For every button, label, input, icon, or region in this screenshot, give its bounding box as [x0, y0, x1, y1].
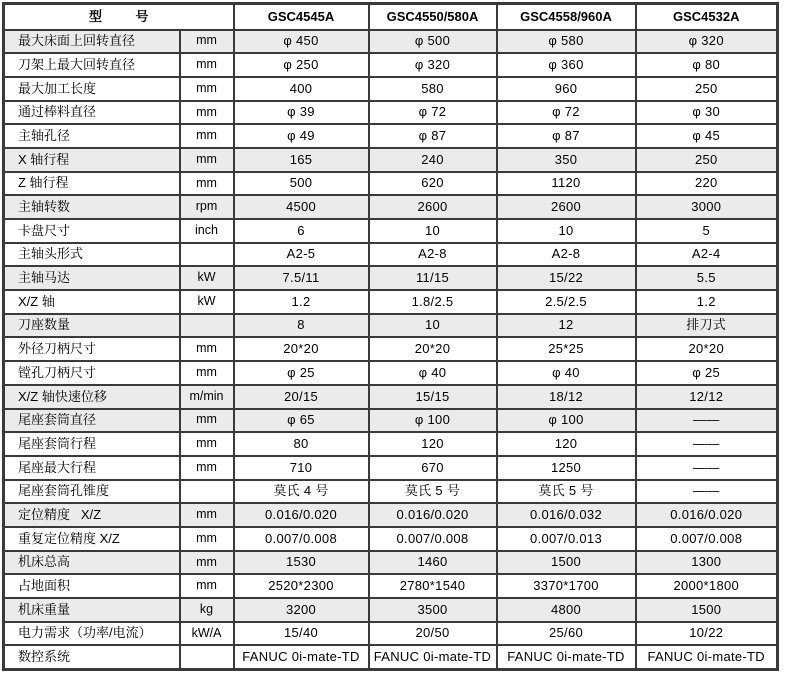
spec-row-unit: kg: [180, 598, 234, 622]
spec-value: φ 87: [497, 124, 636, 148]
spec-value: 3370*1700: [497, 574, 636, 598]
spec-value: φ 250: [234, 53, 369, 77]
spec-row-unit: inch: [180, 219, 234, 243]
spec-value: φ 25: [234, 361, 369, 385]
spec-value: 710: [234, 456, 369, 480]
spec-value: 220: [636, 172, 778, 196]
spec-row-unit: [180, 645, 234, 669]
spec-row-unit: [180, 314, 234, 338]
spec-row-label: X/Z 轴: [4, 290, 180, 314]
spec-row-label: 刀座数量: [4, 314, 180, 338]
spec-value: 0.007/0.008: [636, 527, 778, 551]
spec-row: [4, 527, 778, 551]
spec-value: 1120: [497, 172, 636, 196]
spec-row: [4, 503, 778, 527]
spec-row-label: 刀架上最大回转直径: [4, 53, 180, 77]
spec-row: [4, 243, 778, 267]
spec-value: 4800: [497, 598, 636, 622]
spec-row-label: 尾座最大行程: [4, 456, 180, 480]
spec-row-unit: mm: [180, 361, 234, 385]
spec-row-label: 尾座套筒孔锥度: [4, 480, 180, 504]
spec-value: φ 87: [369, 124, 497, 148]
spec-row-unit: mm: [180, 30, 234, 54]
spec-value: 18/12: [497, 385, 636, 409]
spec-value: 1500: [636, 598, 778, 622]
spec-row-label: 主轴孔径: [4, 124, 180, 148]
spec-row: [4, 598, 778, 622]
spec-row: [4, 101, 778, 125]
spec-row-unit: mm: [180, 172, 234, 196]
spec-value: A2-4: [636, 243, 778, 267]
spec-value: 20/15: [234, 385, 369, 409]
spec-value: 10: [497, 219, 636, 243]
spec-value: φ 72: [369, 101, 497, 125]
spec-row: [4, 432, 778, 456]
spec-value: 2600: [497, 195, 636, 219]
header-row: [4, 4, 778, 30]
spec-value: 10: [369, 219, 497, 243]
spec-row-unit: [180, 243, 234, 267]
spec-row-unit: mm: [180, 53, 234, 77]
spec-value: 15/22: [497, 266, 636, 290]
spec-value: 3500: [369, 598, 497, 622]
spec-row-label: 尾座套筒直径: [4, 409, 180, 433]
spec-value: 120: [369, 432, 497, 456]
spec-value: φ 450: [234, 30, 369, 54]
spec-row: [4, 266, 778, 290]
spec-value: 2.5/2.5: [497, 290, 636, 314]
spec-value: φ 360: [497, 53, 636, 77]
spec-value: A2-5: [234, 243, 369, 267]
spec-value: 0.007/0.008: [234, 527, 369, 551]
spec-row-label: 主轴马达: [4, 266, 180, 290]
spec-row-label: 机床总高: [4, 551, 180, 575]
model-header-gsc4545a: GSC4545A: [234, 4, 369, 30]
spec-value: φ 65: [234, 409, 369, 433]
spec-value: 排刀式: [636, 314, 778, 338]
spec-value: FANUC 0i-mate-TD: [636, 645, 778, 669]
spec-value: 1300: [636, 551, 778, 575]
spec-row-label: 占地面积: [4, 574, 180, 598]
spec-row-label: 重复定位精度 X/Z: [4, 527, 180, 551]
spec-value: 670: [369, 456, 497, 480]
spec-row-unit: mm: [180, 456, 234, 480]
spec-value: φ 100: [497, 409, 636, 433]
spec-value: φ 45: [636, 124, 778, 148]
spec-value: 1530: [234, 551, 369, 575]
spec-value: FANUC 0i-mate-TD: [369, 645, 497, 669]
spec-value: ——: [636, 432, 778, 456]
spec-value: 25*25: [497, 337, 636, 361]
spec-value: 960: [497, 77, 636, 101]
spec-value: 20/50: [369, 622, 497, 646]
spec-row-label: 主轴转数: [4, 195, 180, 219]
spec-row: [4, 574, 778, 598]
spec-table-body: [4, 30, 778, 670]
spec-row-unit: kW: [180, 290, 234, 314]
spec-value: 20*20: [369, 337, 497, 361]
spec-value: 25/60: [497, 622, 636, 646]
model-header-gsc4558-960a: GSC4558/960A: [497, 4, 636, 30]
spec-row-unit: mm: [180, 432, 234, 456]
spec-value: 11/15: [369, 266, 497, 290]
spec-value: 1.8/2.5: [369, 290, 497, 314]
spec-row: [4, 361, 778, 385]
spec-value: 莫氏 5 号: [369, 480, 497, 504]
spec-value: 6: [234, 219, 369, 243]
spec-row: [4, 77, 778, 101]
spec-value: 3000: [636, 195, 778, 219]
model-header-gsc4532a: GSC4532A: [636, 4, 778, 30]
spec-value: 1500: [497, 551, 636, 575]
spec-row-unit: mm: [180, 503, 234, 527]
spec-value: φ 580: [497, 30, 636, 54]
spec-value: 1250: [497, 456, 636, 480]
spec-value: φ 40: [369, 361, 497, 385]
spec-value: 12/12: [636, 385, 778, 409]
spec-value: 20*20: [234, 337, 369, 361]
spec-value: 12: [497, 314, 636, 338]
spec-row-label: X/Z 轴快速位移: [4, 385, 180, 409]
spec-row-label: 通过棒料直径: [4, 101, 180, 125]
spec-row-unit: m/min: [180, 385, 234, 409]
spec-value: 0.016/0.020: [234, 503, 369, 527]
spec-row-unit: mm: [180, 337, 234, 361]
spec-row-label: 最大加工长度: [4, 77, 180, 101]
spec-value: 580: [369, 77, 497, 101]
spec-value: 20*20: [636, 337, 778, 361]
spec-value: 0.016/0.020: [369, 503, 497, 527]
spec-row: [4, 148, 778, 172]
spec-row-label: 主轴头形式: [4, 243, 180, 267]
spec-row-label: 镗孔刀柄尺寸: [4, 361, 180, 385]
spec-row-label: 尾座套筒行程: [4, 432, 180, 456]
spec-value: 400: [234, 77, 369, 101]
spec-value: 240: [369, 148, 497, 172]
spec-value: φ 320: [369, 53, 497, 77]
spec-value: φ 500: [369, 30, 497, 54]
spec-value: 7.5/11: [234, 266, 369, 290]
spec-value: 2780*1540: [369, 574, 497, 598]
spec-value: 0.007/0.013: [497, 527, 636, 551]
spec-value: φ 30: [636, 101, 778, 125]
spec-value: 5.5: [636, 266, 778, 290]
spec-row-label: 机床重量: [4, 598, 180, 622]
spec-row-label: 卡盘尺寸: [4, 219, 180, 243]
spec-row: [4, 30, 778, 54]
spec-value: 250: [636, 77, 778, 101]
spec-value: 3200: [234, 598, 369, 622]
spec-value: φ 80: [636, 53, 778, 77]
spec-value: 0.007/0.008: [369, 527, 497, 551]
spec-row-label: Z 轴行程: [4, 172, 180, 196]
spec-value: φ 39: [234, 101, 369, 125]
machine-spec-table: [2, 2, 779, 671]
spec-value: φ 49: [234, 124, 369, 148]
spec-row: [4, 219, 778, 243]
spec-value: ——: [636, 409, 778, 433]
spec-value: 0.016/0.032: [497, 503, 636, 527]
spec-value: 8: [234, 314, 369, 338]
spec-row-label: X 轴行程: [4, 148, 180, 172]
spec-value: 80: [234, 432, 369, 456]
spec-value: FANUC 0i-mate-TD: [497, 645, 636, 669]
spec-row: [4, 195, 778, 219]
spec-value: 0.016/0.020: [636, 503, 778, 527]
spec-value: 1460: [369, 551, 497, 575]
spec-row-unit: mm: [180, 124, 234, 148]
spec-row: [4, 337, 778, 361]
spec-row-unit: rpm: [180, 195, 234, 219]
spec-value: A2-8: [497, 243, 636, 267]
spec-row: [4, 53, 778, 77]
spec-value: 1.2: [636, 290, 778, 314]
spec-value: 莫氏 5 号: [497, 480, 636, 504]
spec-row: [4, 409, 778, 433]
spec-row: [4, 290, 778, 314]
spec-value: 4500: [234, 195, 369, 219]
spec-value: 350: [497, 148, 636, 172]
spec-row: [4, 480, 778, 504]
spec-value: 15/15: [369, 385, 497, 409]
spec-row-unit: mm: [180, 77, 234, 101]
spec-value: φ 72: [497, 101, 636, 125]
model-header-label: 型 号: [4, 4, 234, 30]
spec-value: φ 25: [636, 361, 778, 385]
spec-value: 2600: [369, 195, 497, 219]
model-header-gsc4550-580a: GSC4550/580A: [369, 4, 497, 30]
spec-value: 10/22: [636, 622, 778, 646]
spec-row: [4, 456, 778, 480]
spec-row: [4, 551, 778, 575]
spec-value: 15/40: [234, 622, 369, 646]
spec-row-unit: mm: [180, 574, 234, 598]
spec-row-unit: kW: [180, 266, 234, 290]
spec-value: 1.2: [234, 290, 369, 314]
spec-row: [4, 622, 778, 646]
spec-row-label: 电力需求（功率/电流）: [4, 622, 180, 646]
spec-value: φ 40: [497, 361, 636, 385]
spec-value: 2520*2300: [234, 574, 369, 598]
spec-value: ——: [636, 480, 778, 504]
spec-row-unit: mm: [180, 409, 234, 433]
spec-value: ——: [636, 456, 778, 480]
spec-value: 莫氏 4 号: [234, 480, 369, 504]
spec-value: 2000*1800: [636, 574, 778, 598]
spec-value: A2-8: [369, 243, 497, 267]
spec-row: [4, 172, 778, 196]
spec-value: φ 320: [636, 30, 778, 54]
spec-value: 5: [636, 219, 778, 243]
spec-value: 250: [636, 148, 778, 172]
spec-value: φ 100: [369, 409, 497, 433]
spec-row-label: 外径刀柄尺寸: [4, 337, 180, 361]
spec-row-unit: mm: [180, 148, 234, 172]
spec-value: 10: [369, 314, 497, 338]
spec-row: [4, 314, 778, 338]
spec-row-unit: mm: [180, 527, 234, 551]
spec-row-label: 最大床面上回转直径: [4, 30, 180, 54]
spec-row-unit: mm: [180, 101, 234, 125]
spec-row: [4, 385, 778, 409]
spec-value: FANUC 0i-mate-TD: [234, 645, 369, 669]
spec-row-unit: [180, 480, 234, 504]
spec-row-unit: kW/A: [180, 622, 234, 646]
spec-row: [4, 124, 778, 148]
spec-value: 165: [234, 148, 369, 172]
spec-value: 500: [234, 172, 369, 196]
spec-row-label: 定位精度 X/Z: [4, 503, 180, 527]
spec-value: 620: [369, 172, 497, 196]
spec-row-label: 数控系统: [4, 645, 180, 669]
spec-row: [4, 645, 778, 669]
spec-row-unit: mm: [180, 551, 234, 575]
spec-value: 120: [497, 432, 636, 456]
